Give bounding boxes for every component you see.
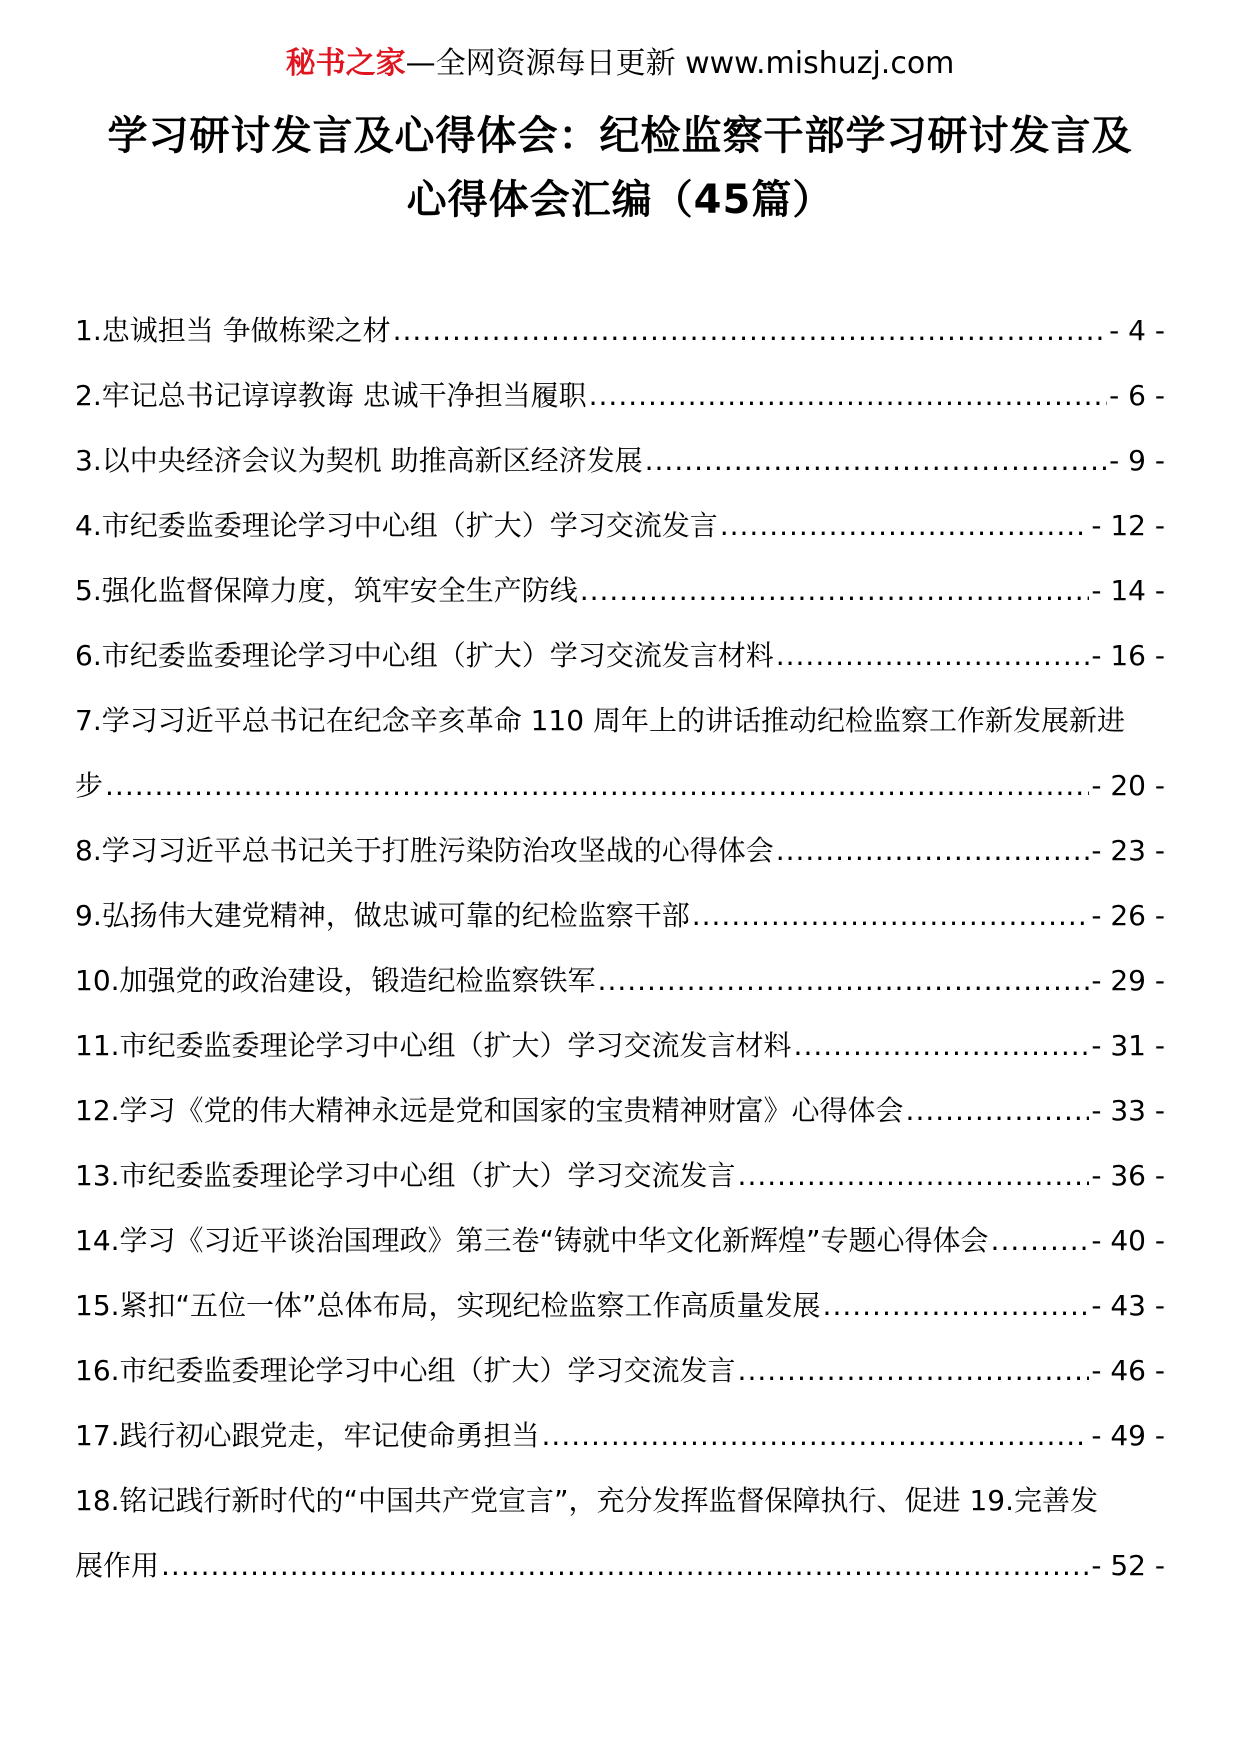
- toc-leader-dots: [906, 1078, 1090, 1143]
- toc-entry-page: - 46 -: [1091, 1354, 1165, 1387]
- toc-entry[interactable]: [75, 818, 1165, 883]
- toc-leader-dots: [393, 298, 1108, 363]
- toc-entry-title: 11.市纪委监委理论学习中心组（扩大）学习交流发言材料: [75, 1029, 792, 1062]
- toc-entry-page: - 49 -: [1091, 1419, 1165, 1452]
- toc-entry-page: - 12 -: [1091, 509, 1165, 542]
- toc-entry[interactable]: [75, 688, 1165, 818]
- toc-leader-dots: [794, 1013, 1090, 1078]
- toc-entry-page: - 26 -: [1091, 899, 1165, 932]
- toc-entry-page: - 31 -: [1091, 1029, 1165, 1062]
- toc-entry-title: 15.紧扣“五位一体”总体布局，实现纪检监察工作高质量发展: [75, 1289, 821, 1322]
- toc-entry-title: 13.市纪委监委理论学习中心组（扩大）学习交流发言: [75, 1159, 736, 1192]
- toc-entry-page: - 20 -: [1091, 769, 1165, 802]
- toc-leader-dots: [991, 1208, 1090, 1273]
- toc-leader-dots: [161, 1533, 1089, 1598]
- toc-entry[interactable]: [75, 1273, 1165, 1338]
- header-tagline: —全网资源每日更新 www.mishuzj.com: [405, 46, 955, 81]
- toc-entry-title: 10.加强党的政治建设，锻造纪检监察铁军: [75, 964, 596, 997]
- toc-entry[interactable]: [75, 1208, 1165, 1273]
- toc-entry-page: - 40 -: [1091, 1224, 1165, 1257]
- toc-entry[interactable]: [75, 1468, 1165, 1598]
- toc-entry-title-line1: 18.铭记践行新时代的“中国共产党宣言”，充分发挥监督保障执行、促进 19.完善发: [75, 1484, 1098, 1517]
- toc-entry[interactable]: [75, 1403, 1165, 1468]
- toc-entry[interactable]: [75, 558, 1165, 623]
- toc-entry[interactable]: [75, 493, 1165, 558]
- toc-entry-title: 17.践行初心跟党走，牢记使命勇担当: [75, 1419, 540, 1452]
- toc-entry[interactable]: [75, 298, 1165, 363]
- toc-entry-page: - 43 -: [1091, 1289, 1165, 1322]
- toc-leader-dots: [580, 558, 1090, 623]
- toc-entry-page: - 9 -: [1109, 444, 1165, 477]
- toc-leader-dots: [823, 1273, 1090, 1338]
- toc-entry-title: 1.忠诚担当 争做栋梁之材: [75, 314, 391, 347]
- toc-entry[interactable]: [75, 1078, 1165, 1143]
- toc-leader-dots: [738, 1143, 1090, 1208]
- toc-leader-dots: [598, 948, 1090, 1013]
- toc-leader-dots: [720, 493, 1090, 558]
- toc-entry[interactable]: [75, 623, 1165, 688]
- toc-leader-dots: [776, 818, 1090, 883]
- toc-entry[interactable]: [75, 363, 1165, 428]
- toc-entry-page: - 14 -: [1091, 574, 1165, 607]
- document-title: 学习研讨发言及心得体会：纪检监察干部学习研讨发言及心得体会汇编（45篇）: [107, 113, 1133, 223]
- toc-entry-title: 12.学习《党的伟大精神永远是党和国家的宝贵精神财富》心得体会: [75, 1094, 904, 1127]
- toc-entry-title: 9.弘扬伟大建党精神，做忠诚可靠的纪检监察干部: [75, 899, 690, 932]
- site-header: [0, 44, 1240, 84]
- brand-name: 秘书之家: [285, 46, 406, 81]
- toc-entry-title: 6.市纪委监委理论学习中心组（扩大）学习交流发言材料: [75, 639, 774, 672]
- toc-entry-title-line1: 7.学习习近平总书记在纪念辛亥革命 110 周年上的讲话推动纪检监察工作新发展新进: [75, 704, 1125, 737]
- toc-leader-dots: [589, 363, 1108, 428]
- toc-entry-page: - 52 -: [1091, 1549, 1165, 1582]
- toc-entry-title: 4.市纪委监委理论学习中心组（扩大）学习交流发言: [75, 509, 718, 542]
- toc-entry-title: 3.以中央经济会议为契机 助推高新区经济发展: [75, 444, 643, 477]
- toc-entry-title: 14.学习《习近平谈治国理政》第三卷“铸就中华文化新辉煌”专题心得体会: [75, 1224, 989, 1257]
- toc-entry[interactable]: [75, 428, 1165, 493]
- toc-entry-page: - 36 -: [1091, 1159, 1165, 1192]
- toc-entry-title: 5.强化监督保障力度，筑牢安全生产防线: [75, 574, 578, 607]
- toc-entry[interactable]: [75, 1338, 1165, 1403]
- toc-entry-page: - 6 -: [1109, 379, 1165, 412]
- toc-entry-title: 16.市纪委监委理论学习中心组（扩大）学习交流发言: [75, 1354, 736, 1387]
- toc-entry[interactable]: [75, 883, 1165, 948]
- toc-leader-dots: [776, 623, 1090, 688]
- table-of-contents: [75, 298, 1165, 1598]
- toc-entry-title: 8.学习习近平总书记关于打胜污染防治攻坚战的心得体会: [75, 834, 774, 867]
- toc-entry-page: - 29 -: [1091, 964, 1165, 997]
- toc-leader-dots: [692, 883, 1090, 948]
- toc-entry[interactable]: [75, 1143, 1165, 1208]
- toc-leader-dots: [645, 428, 1108, 493]
- toc-entry-page: - 23 -: [1091, 834, 1165, 867]
- toc-leader-dots: [105, 753, 1089, 818]
- toc-entry-title-line2: 步: [75, 769, 104, 802]
- toc-entry-title: 2.牢记总书记谆谆教诲 忠诚干净担当履职: [75, 379, 587, 412]
- toc-entry-page: - 33 -: [1091, 1094, 1165, 1127]
- toc-entry[interactable]: [75, 948, 1165, 1013]
- toc-leader-dots: [542, 1403, 1090, 1468]
- toc-entry-title-line2: 展作用: [75, 1549, 160, 1582]
- toc-entry-page: - 16 -: [1091, 639, 1165, 672]
- toc-entry-page: - 4 -: [1109, 314, 1165, 347]
- toc-leader-dots: [738, 1338, 1090, 1403]
- toc-entry[interactable]: [75, 1013, 1165, 1078]
